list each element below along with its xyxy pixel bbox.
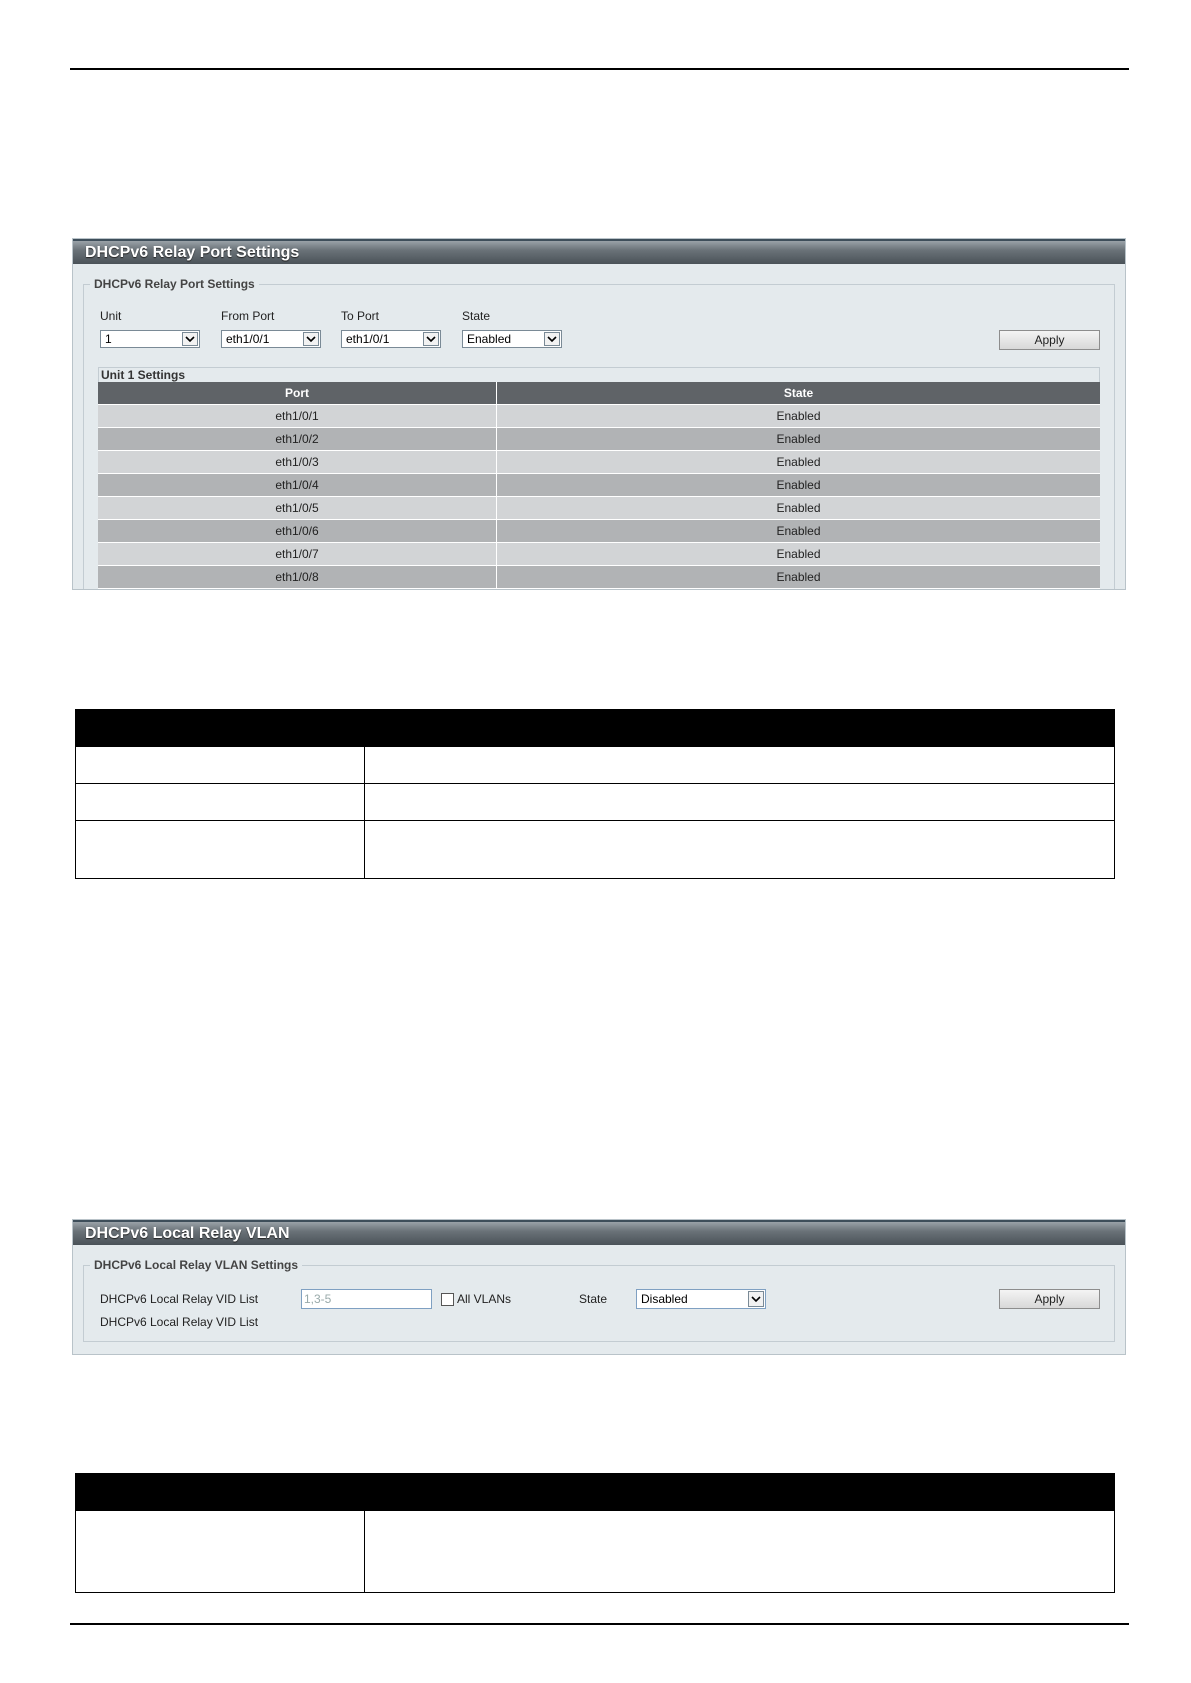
chevron-down-icon[interactable] [423, 332, 439, 346]
state-label: State [462, 309, 491, 323]
vid-list-input[interactable]: 1,3-5 [301, 1289, 432, 1309]
state-select-value: Disabled [641, 1292, 688, 1306]
state-select-value: Enabled [467, 332, 512, 346]
parameter-row [76, 783, 1114, 820]
parameter-table-header [76, 1474, 1114, 1510]
state-cell: Enabled [497, 520, 1100, 543]
port-cell: eth1/0/6 [98, 520, 497, 543]
column-header-state: State [497, 382, 1100, 405]
panel-title: DHCPv6 Relay Port Settings [73, 239, 1125, 264]
table-row [98, 405, 1100, 428]
chevron-down-icon[interactable] [303, 332, 319, 346]
description-cell [365, 747, 1114, 783]
apply-button[interactable]: Apply [999, 1289, 1100, 1309]
table-row [98, 428, 1100, 451]
table-title: Unit 1 Settings [98, 367, 1100, 382]
page-top-rule [70, 68, 1129, 70]
port-state-table [98, 382, 1100, 589]
parameter-row [76, 1510, 1114, 1593]
state-cell: Enabled [497, 451, 1100, 474]
description-cell [365, 1511, 1114, 1593]
apply-button[interactable]: Apply [999, 330, 1100, 350]
parameter-cell [76, 1511, 365, 1593]
parameter-row [76, 820, 1114, 879]
state-cell: Enabled [497, 428, 1100, 451]
port-cell: eth1/0/1 [98, 405, 497, 428]
state-select[interactable] [462, 330, 562, 348]
vid-list-label-secondary: DHCPv6 Local Relay VID List [100, 1315, 259, 1329]
description-cell [365, 821, 1114, 879]
from-port-select-value: eth1/0/1 [226, 332, 270, 346]
unit-select[interactable] [100, 330, 200, 348]
fieldset-legend: DHCPv6 Relay Port Settings [90, 277, 259, 291]
state-cell: Enabled [497, 474, 1100, 497]
table-row [98, 451, 1100, 474]
table-row [98, 497, 1100, 520]
unit-select-value: 1 [105, 332, 112, 346]
chevron-down-icon[interactable] [748, 1291, 764, 1307]
state-select[interactable] [636, 1289, 766, 1309]
port-cell: eth1/0/8 [98, 566, 497, 589]
local-relay-vlan-panel [72, 1219, 1126, 1355]
panel-title: DHCPv6 Local Relay VLAN [73, 1220, 1125, 1245]
state-cell: Enabled [497, 497, 1100, 520]
port-cell: eth1/0/2 [98, 428, 497, 451]
all-vlans-checkbox[interactable] [441, 1293, 454, 1306]
state-cell: Enabled [497, 566, 1100, 589]
parameter-table-1 [75, 709, 1115, 879]
state-label: State [579, 1292, 608, 1306]
relay-port-panel [72, 238, 1126, 590]
table-row [98, 474, 1100, 497]
page-bottom-rule [70, 1623, 1129, 1625]
to-port-select[interactable] [341, 330, 441, 348]
port-cell: eth1/0/3 [98, 451, 497, 474]
from-port-select[interactable] [221, 330, 321, 348]
parameter-table-2 [75, 1473, 1115, 1593]
parameter-cell [76, 747, 365, 783]
to-port-label: To Port [341, 309, 380, 323]
table-row [98, 520, 1100, 543]
unit-label: Unit [100, 309, 122, 323]
fieldset-legend: DHCPv6 Local Relay VLAN Settings [90, 1258, 302, 1272]
table-row [98, 566, 1100, 589]
column-header-port: Port [98, 382, 497, 405]
port-cell: eth1/0/4 [98, 474, 497, 497]
chevron-down-icon[interactable] [182, 332, 198, 346]
from-port-label: From Port [221, 309, 275, 323]
state-cell: Enabled [497, 405, 1100, 428]
parameter-cell [76, 784, 365, 820]
state-cell: Enabled [497, 543, 1100, 566]
chevron-down-icon[interactable] [544, 332, 560, 346]
port-cell: eth1/0/5 [98, 497, 497, 520]
table-header-row [98, 382, 1100, 405]
parameter-row [76, 746, 1114, 783]
port-cell: eth1/0/7 [98, 543, 497, 566]
parameter-table-header [76, 710, 1114, 746]
table-row [98, 543, 1100, 566]
parameter-cell [76, 821, 365, 879]
description-cell [365, 784, 1114, 820]
all-vlans-label: All VLANs [457, 1292, 512, 1306]
vid-list-label: DHCPv6 Local Relay VID List [100, 1292, 259, 1306]
to-port-select-value: eth1/0/1 [346, 332, 390, 346]
